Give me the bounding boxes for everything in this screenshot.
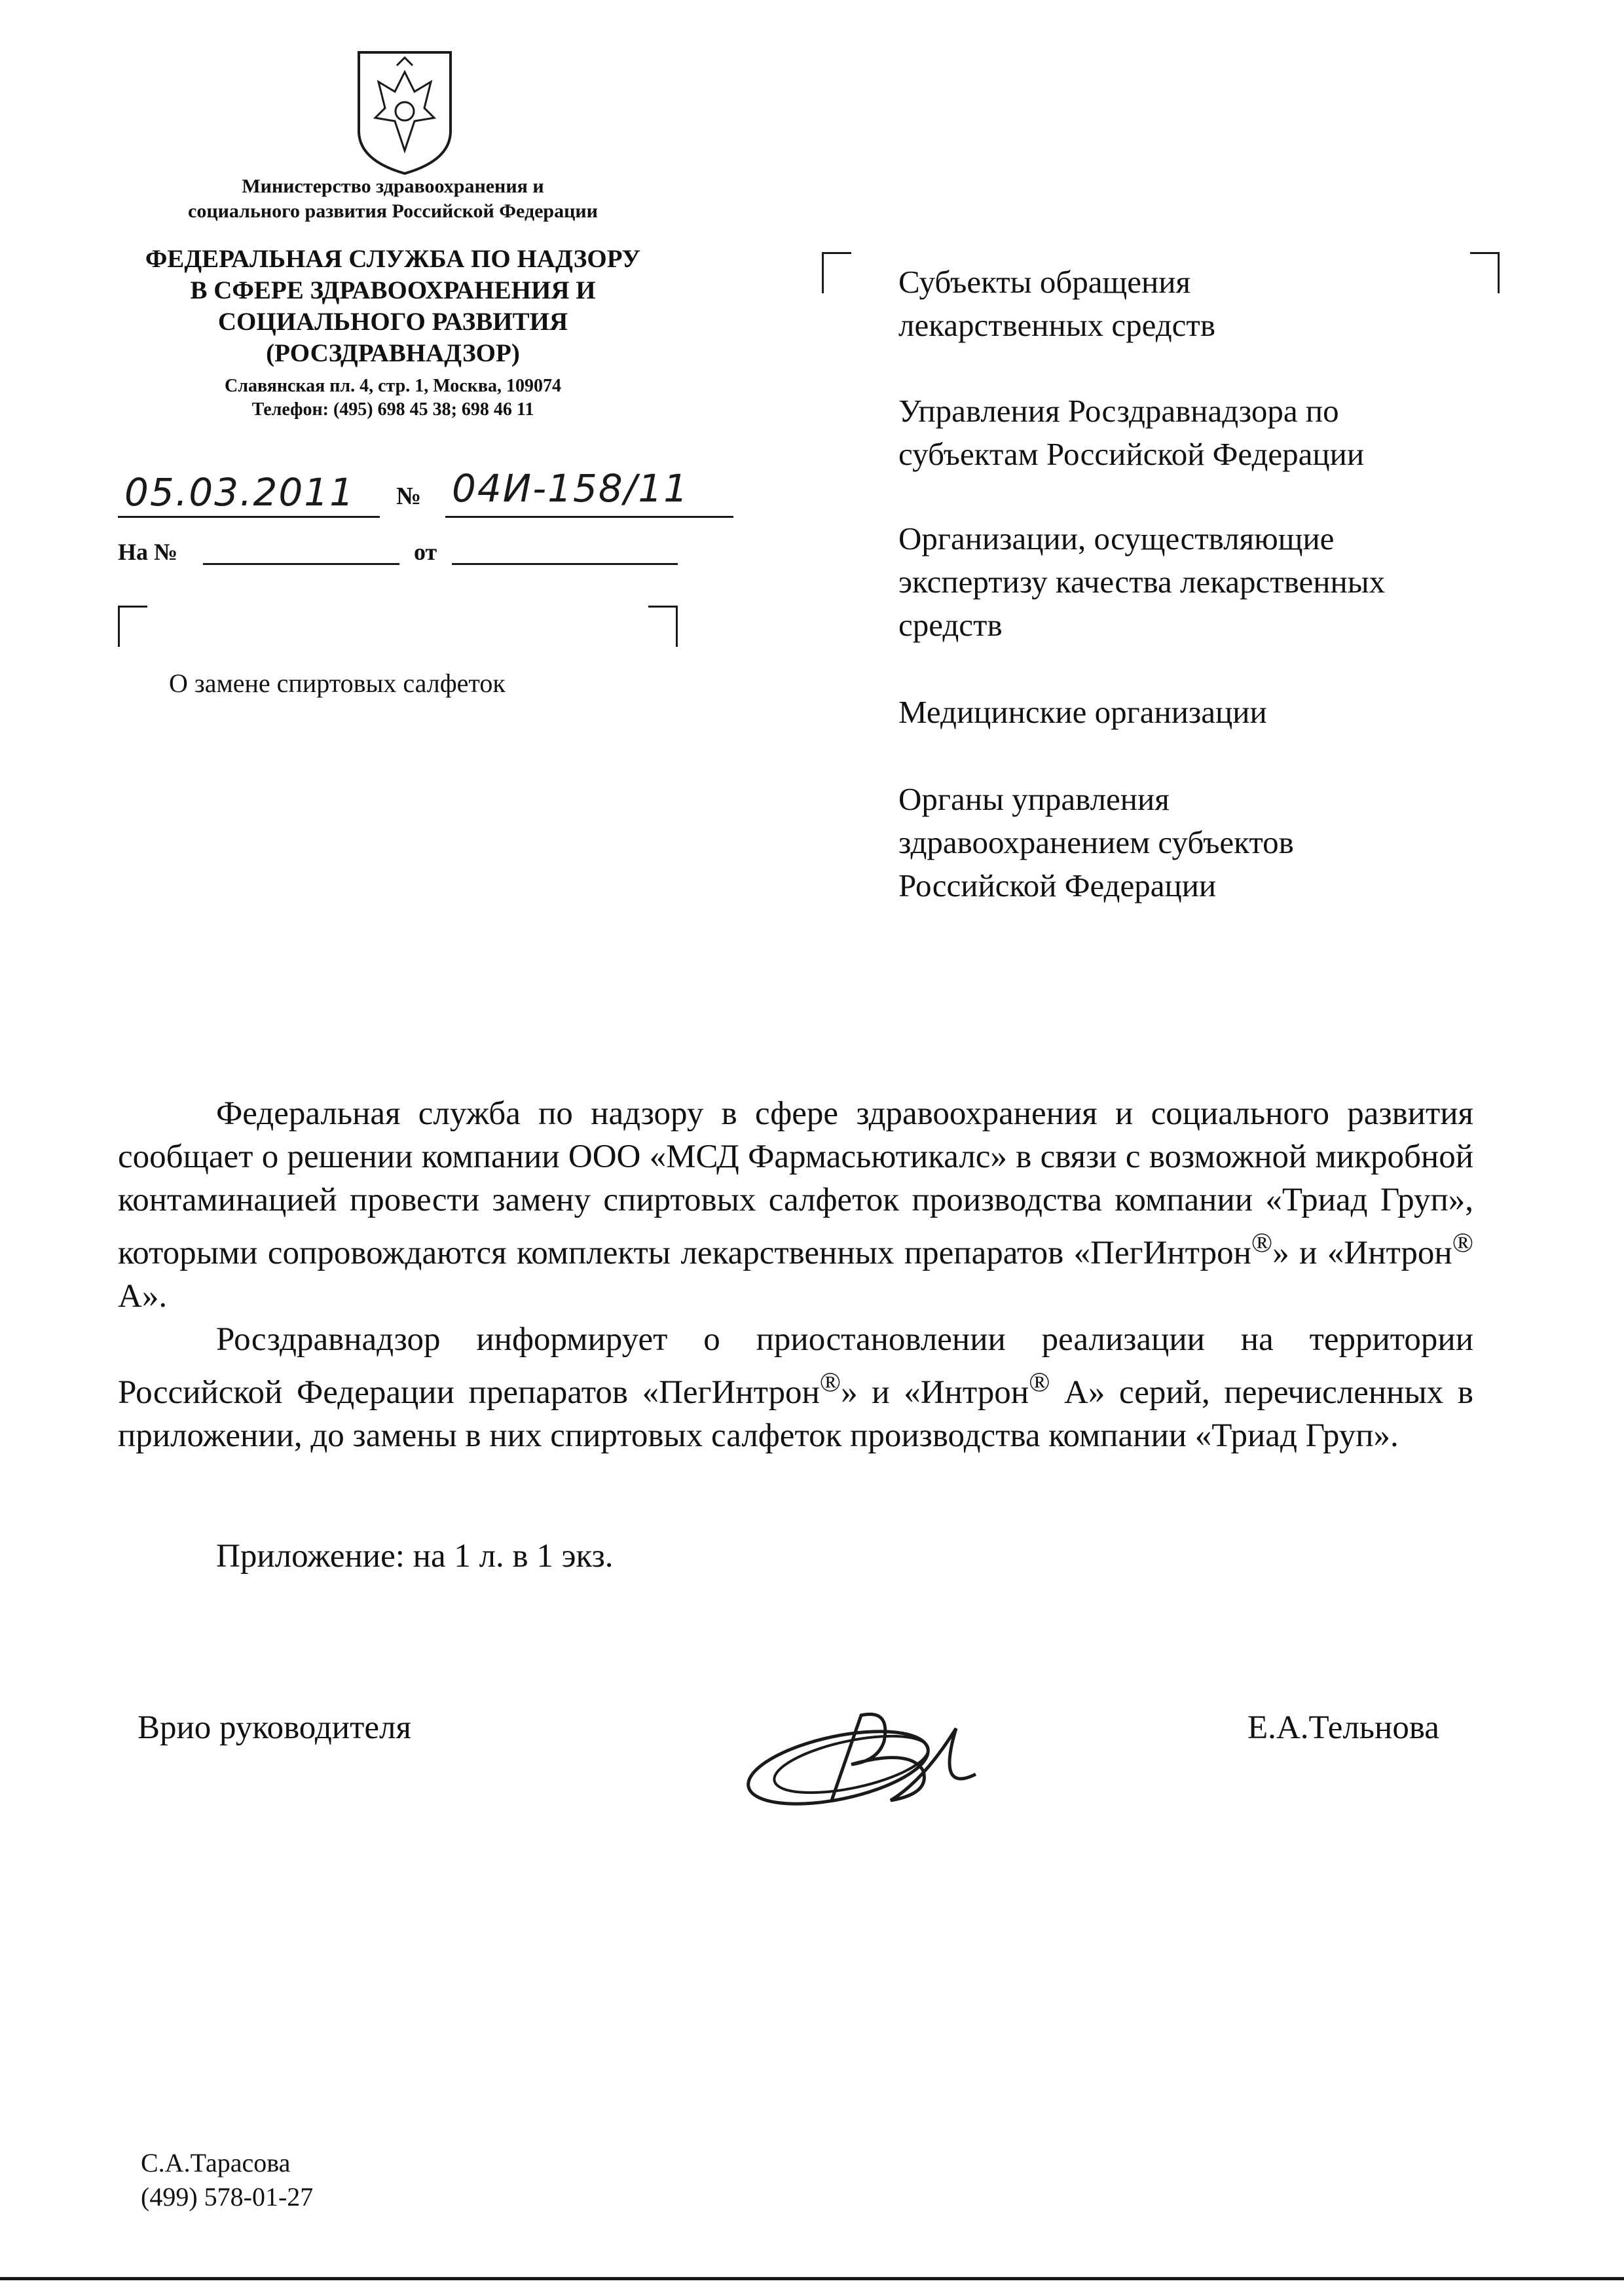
addressee-line: лекарственных средств	[898, 307, 1215, 343]
service-header	[98, 244, 688, 369]
signatory-title: Врио руководителя	[138, 1709, 411, 1746]
addressee-line: Медицинские организации	[898, 694, 1267, 730]
service-line: СОЦИАЛЬНОГО РАЗВИТИЯ	[217, 308, 568, 336]
paragraph-text: » и «Интрон	[841, 1374, 1029, 1411]
addressee-line: средств	[898, 607, 1003, 643]
paragraph-text: А».	[118, 1278, 168, 1315]
ministry-line: Министерство здравоохранения и	[242, 175, 544, 197]
body-paragraph	[118, 1318, 1473, 1457]
addressee-item	[898, 517, 1553, 647]
number-sign: №	[396, 483, 422, 510]
service-line: В СФЕРЕ ЗДРАВООХРАНЕНИЯ И	[190, 276, 596, 304]
addressee-line: здравоохранением субъектов	[898, 824, 1294, 860]
subject-bracket-right	[648, 606, 678, 647]
reply-date-label: от	[414, 539, 437, 565]
registration-date: 05.03.2011	[124, 470, 356, 515]
reply-number-label: На №	[118, 539, 178, 565]
addressee-line: Органы управления	[898, 781, 1170, 817]
phone-line: Телефон: (495) 698 45 38; 698 46 11	[251, 399, 534, 420]
executor-name: С.А.Тарасова	[141, 2148, 291, 2178]
paragraph-text: Росздравнадзор информирует о приостановлении реализации на территории Российской Федерации препаратов «ПегИнтрон	[118, 1321, 1473, 1411]
coat-of-arms-eagle-icon	[346, 46, 464, 177]
addressee-line: экспертизу качества лекарственных	[898, 564, 1386, 600]
addressee-line: Субъекты обращения	[898, 264, 1191, 300]
ministry-line: социального развития Российской Федерации	[188, 200, 598, 222]
paragraph-text: А» серий, перечисленных в приложении, до замены в них спиртовых салфеток производства компании «Триад Груп».	[118, 1374, 1473, 1454]
address-line: Славянская пл. 4, стр. 1, Москва, 109074	[225, 376, 561, 396]
number-underline	[445, 516, 733, 518]
addressee-line: Управления Росздравнадзора по	[898, 393, 1339, 429]
registration-number: 04И-158/11	[452, 466, 690, 511]
letter-body	[118, 1092, 1473, 1457]
ministry-header	[98, 174, 688, 224]
handwritten-signature	[740, 1702, 989, 1813]
addressee-item	[898, 691, 1553, 734]
addressee-item	[898, 261, 1553, 347]
addressee-item	[898, 390, 1553, 476]
registered-mark: ®	[1029, 1367, 1050, 1398]
addressee-line: субъектам Российской Федерации	[898, 436, 1365, 472]
body-paragraph	[118, 1092, 1473, 1318]
address-block	[98, 374, 688, 422]
attachment-note: Приложение: на 1 л. в 1 экз.	[216, 1538, 614, 1575]
paragraph-text: » и «Интрон	[1272, 1235, 1452, 1271]
addressee-item	[898, 778, 1553, 907]
letter-subject: О замене спиртовых салфеток	[169, 668, 506, 698]
date-underline	[118, 516, 380, 518]
executor-phone: (499) 578-01-27	[141, 2182, 314, 2212]
addressee-line: Российской Федерации	[898, 867, 1217, 903]
subject-bracket-left	[118, 606, 147, 647]
registered-mark: ®	[819, 1367, 841, 1398]
bottom-rule	[0, 2277, 1624, 2280]
addressee-bracket-left	[822, 252, 851, 293]
paragraph-text: Федеральная служба по надзору в сфере здравоохранения и социального развития сообщает о решении компании ООО «МСД Фармасьютикалс» в связи с возможной микробной контаминацией провести замену спиртовых салфеток производства компании «Триад Груп», которыми сопровождаются комплекты лекарственных препаратов «ПегИнтрон	[118, 1095, 1473, 1271]
reply-date-line	[452, 563, 678, 565]
registered-mark: ®	[1452, 1228, 1474, 1258]
reply-number-line	[203, 563, 399, 565]
addressee-line: Организации, осуществляющие	[898, 520, 1335, 556]
registered-mark: ®	[1251, 1228, 1273, 1258]
service-line: ФЕДЕРАЛЬНАЯ СЛУЖБА ПО НАДЗОРУ	[145, 245, 641, 273]
service-line: (РОСЗДРАВНАДЗОР)	[266, 339, 520, 367]
signatory-name: Е.А.Тельнова	[1247, 1709, 1439, 1746]
